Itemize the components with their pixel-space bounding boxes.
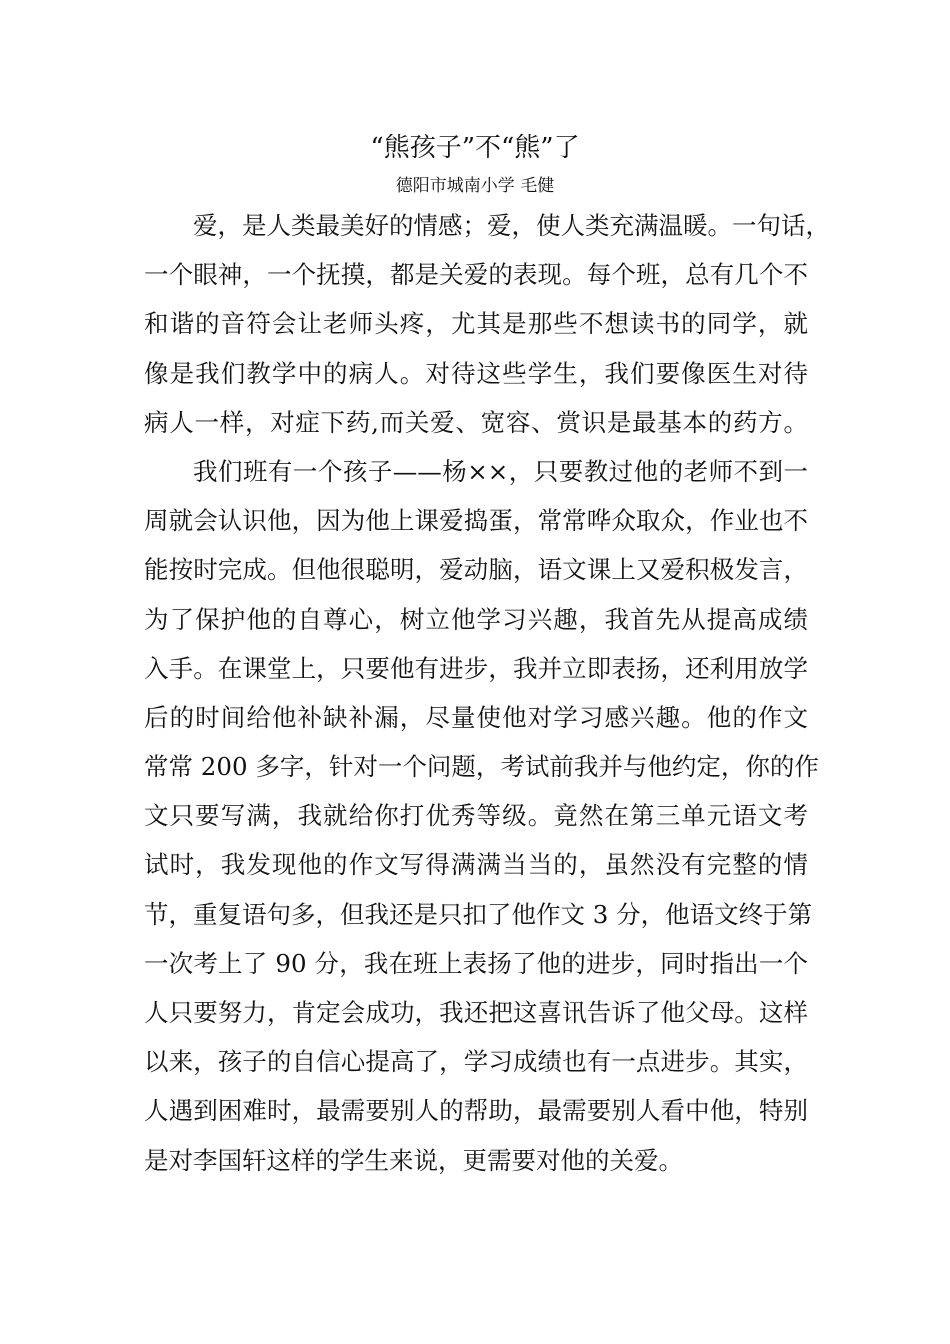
paragraph-line: 能按时完成。但他很聪明，爱动脑，语文课上又爱积极发言，: [144, 555, 808, 585]
paragraph-line: 一个眼神，一个抚摸，都是关爱的表现。每个班，总有几个不: [144, 260, 808, 290]
paragraph-line: 一次考上了 90 分，我在班上表扬了他的进步，同时指出一个: [144, 948, 808, 978]
paragraph-line: 人遇到困难时，最需要别人的帮助，最需要别人看中他，特别: [144, 1096, 808, 1126]
paragraph-line: 和谐的音符会让老师头疼，尤其是那些不想读书的同学，就: [144, 309, 808, 339]
document-title: “熊孩子”不“熊”了: [370, 133, 580, 163]
paragraph-line: 我们班有一个孩子——杨××，只要教过他的老师不到一: [193, 456, 808, 486]
paragraph-line: 病人一样，对症下药,而关爱、宽容、赏识是最基本的药方。: [144, 407, 808, 437]
paragraph-line: 爱，是人类最美好的情感；爱，使人类充满温暖。一句话，: [193, 211, 830, 240]
paragraph-line: 试时，我发现他的作文写得满满当当的，虽然没有完整的情: [144, 850, 808, 880]
paragraph-line: 以来，孩子的自信心提高了，学习成绩也有一点进步。其实，: [144, 1047, 808, 1077]
paragraph: [144, 201, 830, 447]
paragraph-line: 后的时间给他补缺补漏，尽量使他对学习感兴趣。他的作文: [144, 702, 808, 732]
paragraph-line: 节，重复语句多，但我还是只扣了他作文 3 分，他语文终于第: [144, 899, 813, 929]
paragraph-line: 是对李国轩这样的学生来说，更需要对他的关爱。: [144, 1145, 683, 1175]
paragraph-line: 周就会认识他，因为他上课爱捣蛋，常常哗众取众，作业也不: [144, 506, 808, 536]
author-byline: 德阳市城南小学 毛健: [395, 176, 555, 196]
paragraph-line: 文只要写满，我就给你打优秀等级。竟然在第三单元语文考: [144, 801, 808, 831]
paragraph-line: 为了保护他的自尊心，树立他学习兴趣，我首先从提高成绩: [144, 604, 808, 634]
paragraph-line: 入手。在课堂上，只要他有进步，我并立即表扬，还利用放学: [144, 653, 808, 683]
document-body: [144, 201, 830, 1185]
paragraph-line: 常常 200 多字，针对一个问题，考试前我并与他约定，你的作: [144, 752, 819, 782]
paragraph-line: 像是我们教学中的病人。对待这些学生，我们要像医生对待: [144, 358, 808, 388]
paragraph: [144, 447, 819, 1185]
paragraph-line: 人只要努力，肯定会成功，我还把这喜讯告诉了他父母。这样: [144, 998, 808, 1027]
